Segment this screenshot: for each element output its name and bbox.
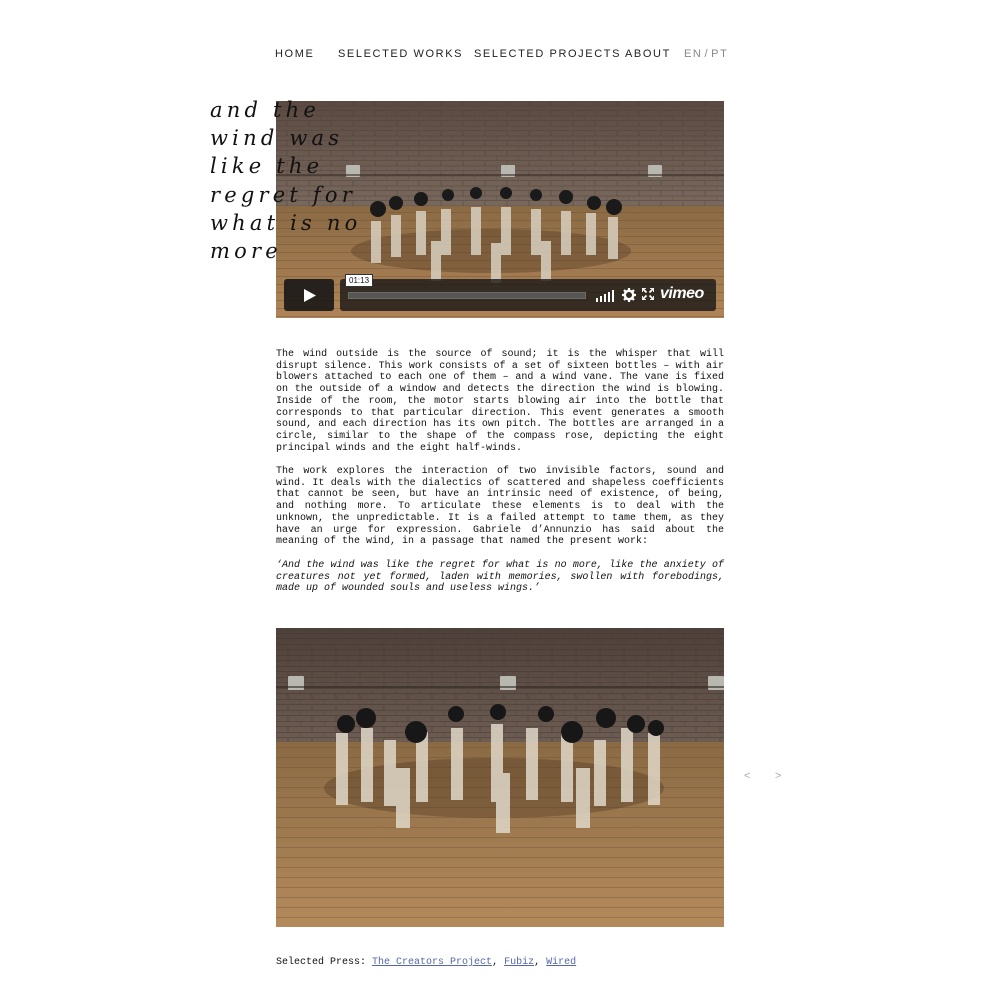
gallery-prev-arrow[interactable]: < [744,770,751,782]
installation-photo [276,628,724,927]
press-link-wired[interactable]: Wired [546,957,577,968]
nav-selected-works[interactable]: SELECTED WORKS [338,48,464,60]
selected-press [276,957,576,969]
description-paragraph-2: The work explores the interaction of two invisible factors, sound and wind. It deals with the dialectics of scattered and shapeless coefficients that cannot be seen, but have an intrinsic need of existence, of being, and nothing more. To articulate these elements is to deal with the unknown, the unpredictable. It is a failed attempt to tame them, as they have an urge for expression. Gabriele d’Annunzio has said about the meaning of the wind, in a passage that named the present work: [276,466,724,548]
press-link-fubiz[interactable]: Fubiz [504,957,535,968]
play-button[interactable] [284,279,334,311]
lang-pt[interactable]: PT [711,48,729,60]
page-title: and the wind was like the regret for what is no more [210,98,362,264]
press-separator: , [492,957,499,968]
press-separator: , [534,957,541,968]
language-switcher [684,48,728,60]
play-icon [303,288,317,303]
description-paragraph-1: The wind outside is the source of sound; it is the whisper that will disrupt silence. This work consists of a set of sixteen bottles – with air blowers attached to each one of them – and a wind vane. The vane is fixed on the outside of a window and detects the direction the wind is blowing. Inside of the room, the motor starts blowing air into the bottle that corresponds to that particular direction. This event generates a smooth sound, and each direction has its own pitch. The bottles are arranged in a circle, similar to the shape of the compass rose, depicting the eight principal winds and the eight half-winds. [276,349,724,454]
nav-about[interactable]: ABOUT [625,48,671,60]
volume-icon[interactable] [596,288,616,302]
press-label: Selected Press: [276,957,367,968]
quote-paragraph: ‘And the wind was like the regret for what is no more, like the anxiety of creatures not yet formed, laden with memories, swollen with forebodings, made up of wounded souls and useless wings.’ [276,560,724,595]
video-controls [284,276,716,311]
nav-selected-projects[interactable]: SELECTED PROJECTS [474,48,622,60]
press-link-creators-project[interactable]: The Creators Project [372,957,493,968]
fullscreen-icon[interactable] [642,288,654,300]
lang-separator: / [704,48,710,60]
video-timecode: 01:13 [345,274,373,287]
top-nav [0,48,1000,62]
gallery-image [276,628,724,927]
vimeo-logo[interactable]: vimeo [660,285,704,302]
control-bar [340,279,716,311]
progress-bar[interactable] [348,292,586,299]
lang-en[interactable]: EN [684,48,703,60]
gallery-next-arrow[interactable]: > [775,770,782,782]
nav-home[interactable]: HOME [275,48,315,60]
settings-icon[interactable] [622,288,636,302]
